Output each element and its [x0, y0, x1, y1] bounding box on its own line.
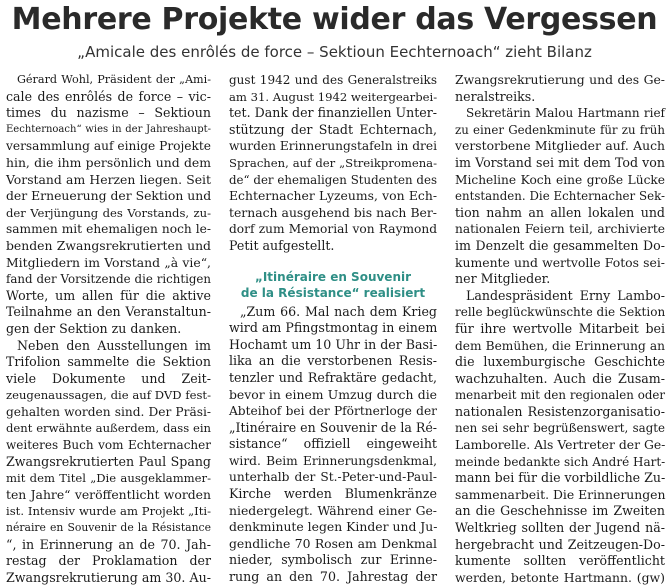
text-line: versammlung auf einige Projekte — [6, 138, 211, 155]
text-line: denkminute legen Kinder und Ju- — [229, 519, 437, 536]
text-line: nationalen Resistenzorganisatio- — [455, 404, 665, 421]
text-line: am 31. August 1942 weitergearbei- — [229, 89, 437, 106]
text-line: sammen mit ehemaligen noch le- — [6, 221, 211, 238]
text-line: ternach ausgehend bis nach Ber- — [229, 205, 437, 222]
text-line: „Zum 66. Mal nach dem Krieg — [229, 304, 437, 321]
text-line: Landespräsident Erny Lambo- — [455, 288, 665, 305]
subheadline: „Amicale des enrôlés de force – Sektioun Eechternoach“ zieht Bilanz — [0, 43, 669, 61]
text-line: im Denzelt die gesammelten Do- — [455, 238, 665, 255]
paragraph-6 — [455, 105, 665, 288]
text-line: ten Jahre“ veröffentlicht worden — [6, 487, 211, 504]
text-line: nationalen Feiern teil, archivierte — [455, 221, 665, 238]
text-line: times du nazisme – Sektioun — [6, 105, 211, 122]
text-line: für ihre wertvolle Mitarbeit bei — [455, 321, 665, 338]
text-line: cale des enrôlés de force – vic- — [6, 89, 211, 106]
text-line: hin, die ihm persönlich und dem — [6, 155, 211, 172]
text-line: Kirche werden Blumenkränze — [229, 486, 437, 503]
text-line: unterhalb der St.-Peter-und-Paul- — [229, 469, 437, 486]
text-line: dem Bemühen, die Erinnerung an — [455, 338, 665, 355]
article-column-3 — [455, 72, 665, 586]
text-line: zu einer Gedenkminute für zu früh — [455, 122, 665, 139]
text-line: dent erwähnte außerdem, dass ein — [6, 420, 211, 437]
text-line: ner Mitglieder. — [455, 271, 665, 288]
text-line: zeugenaussagen, die auf DVD fest- — [6, 387, 211, 404]
text-line: dorf zum Memorial von Raymond — [229, 221, 437, 238]
text-line: Petit aufgestellt. — [229, 238, 437, 255]
text-line: werden, betonte Hartmann. (gw) — [455, 570, 665, 586]
text-line: tenzler und Refraktäre gedacht, — [229, 370, 437, 387]
paragraph-3 — [229, 72, 437, 255]
text-line: „Itinéraire en Souvenir de la Ré- — [229, 420, 437, 437]
paragraph-5 — [455, 72, 665, 105]
text-line: mit dem Titel „Die ausgeklammer- — [6, 470, 211, 487]
paragraph-2 — [6, 338, 211, 586]
article-column-2 — [229, 72, 437, 586]
headline: Mehrere Projekte wider das Vergessen — [0, 2, 669, 37]
text-line: gehalten worden sind. Der Präsi- — [6, 404, 211, 421]
text-line: de“ der ehemaligen Studenten des — [229, 172, 437, 189]
text-line: wird. Beim Erinnerungsdenkmal, — [229, 453, 437, 470]
text-line: viele Dokumente und Zeit- — [6, 371, 211, 388]
text-line: an die Geschehnisse im Zweiten — [455, 503, 665, 520]
paragraph-7 — [455, 288, 665, 586]
text-line: Weltkrieg sollten der Jugend nä- — [455, 520, 665, 537]
text-line: wachzuhalten. Auch die Zusam- — [455, 371, 665, 388]
paragraph-4 — [229, 304, 437, 586]
text-line: Sekretärin Malou Hartmann rief — [455, 105, 665, 122]
text-line: weiteres Buch vom Echternacher — [6, 437, 211, 454]
text-line: restag der Proklamation der — [6, 553, 211, 570]
text-line: nen sei sehr begrüßenswert, sagte — [455, 420, 665, 437]
text-line: fand der Vorsitzende die richtigen — [6, 271, 211, 288]
text-line: Hochamt um 10 Uhr in der Basi- — [229, 337, 437, 354]
text-line: der Erneuerung der Sektion und — [6, 188, 211, 205]
text-line: mann bei für die vorbildliche Zu- — [455, 470, 665, 487]
text-line: nieder, symbolisch zur Erinne- — [229, 552, 437, 569]
text-line: “, in Erinnerung an de 70. Jah- — [6, 537, 211, 554]
text-line: néraire en Souvenir de la Résistance — [6, 520, 211, 537]
text-line: der Verjüngung des Vorstands, zu- — [6, 205, 211, 222]
text-line: Neben den Ausstellungen im — [6, 338, 211, 355]
text-line: menarbeit mit den regionalen oder — [455, 387, 665, 404]
text-line: Sprachen, auf der „Streikpromena- — [229, 155, 437, 172]
text-line: meinde bedankte sich André Hart- — [455, 454, 665, 471]
text-line: rung an den 70. Jahrestag der — [229, 569, 437, 586]
text-line: Lamborelle. Als Vertreter der Ge- — [455, 437, 665, 454]
text-line: bevor in einem Umzug durch die — [229, 387, 437, 404]
text-line: hergebracht und Zeitzeugen-Do- — [455, 537, 665, 554]
text-line: ist. Intensiv wurde am Projekt „Iti- — [6, 503, 211, 520]
text-line: Mitgliedern im Vorstand „à vie“, — [6, 255, 211, 272]
text-line: die luxemburgische Geschichte — [455, 354, 665, 371]
article-column-1 — [6, 72, 211, 586]
text-line: Eechternoach“ wies in der Jahreshaupt- — [6, 122, 211, 139]
subheading-line: „Itinéraire en Souvenir — [229, 269, 437, 285]
text-line: Abteihof bei der Pförtnerloge der — [229, 403, 437, 420]
text-line: gendliche 70 Rosen am Denkmal — [229, 536, 437, 553]
text-line: Echternacher Lyzeums, von Ech- — [229, 188, 437, 205]
text-line: wurden Erinnerungstafeln in drei — [229, 138, 437, 155]
text-line: Zwangsrekrutierten Paul Spang — [6, 454, 211, 471]
text-line: gust 1942 und des Generalstreiks — [229, 72, 437, 89]
text-line: relle beglückwünschte die Sektion — [455, 304, 665, 321]
text-line: tet. Dank der finanziellen Unter- — [229, 105, 437, 122]
text-line: Micheline Koch eine große Lücke — [455, 172, 665, 189]
text-line: neralstreiks. — [455, 89, 665, 106]
text-line: Teilnahme an den Veranstaltun- — [6, 304, 211, 321]
text-line: gen der Sektion zu danken. — [6, 321, 211, 338]
text-line: im Vorstand sei mit dem Tod von — [455, 155, 665, 172]
text-line: sistance“ offiziell eingeweiht — [229, 436, 437, 453]
text-line: stützung der Stadt Echternach, — [229, 122, 437, 139]
text-line: benden Zwangsrekrutierten und — [6, 238, 211, 255]
paragraph-1 — [6, 72, 211, 338]
text-line: tion nahm an allen lokalen und — [455, 205, 665, 222]
text-line: Trifolion sammelte die Sektion — [6, 354, 211, 371]
text-line: sammenarbeit. Die Erinnerungen — [455, 487, 665, 504]
text-line: entstanden. Die Echternacher Sek- — [455, 188, 665, 205]
text-line: Vorstand am Herzen liegen. Seit — [6, 172, 211, 189]
text-line: kumente und wertvolle Fotos sei- — [455, 255, 665, 272]
text-line: lika an die verstorbenen Resis- — [229, 353, 437, 370]
text-line: Zwangsrekrutierung und des Ge- — [455, 72, 665, 89]
text-line: verstorbene Mitglieder auf. Auch — [455, 138, 665, 155]
text-line: Worte, um allen für die aktive — [6, 288, 211, 305]
text-line: niedergelegt. Während einer Ge- — [229, 503, 437, 520]
section-subheading — [229, 269, 437, 301]
text-line: kumente sollten veröffentlicht — [455, 553, 665, 570]
text-line: Zwangsrekrutierung am 30. Au- — [6, 570, 211, 586]
text-line: Gérard Wohl, Präsident der „Ami- — [6, 72, 211, 89]
subheading-line: de la Résistance“ realisiert — [229, 285, 437, 301]
text-line: wird am Pfingstmontag in einem — [229, 320, 437, 337]
